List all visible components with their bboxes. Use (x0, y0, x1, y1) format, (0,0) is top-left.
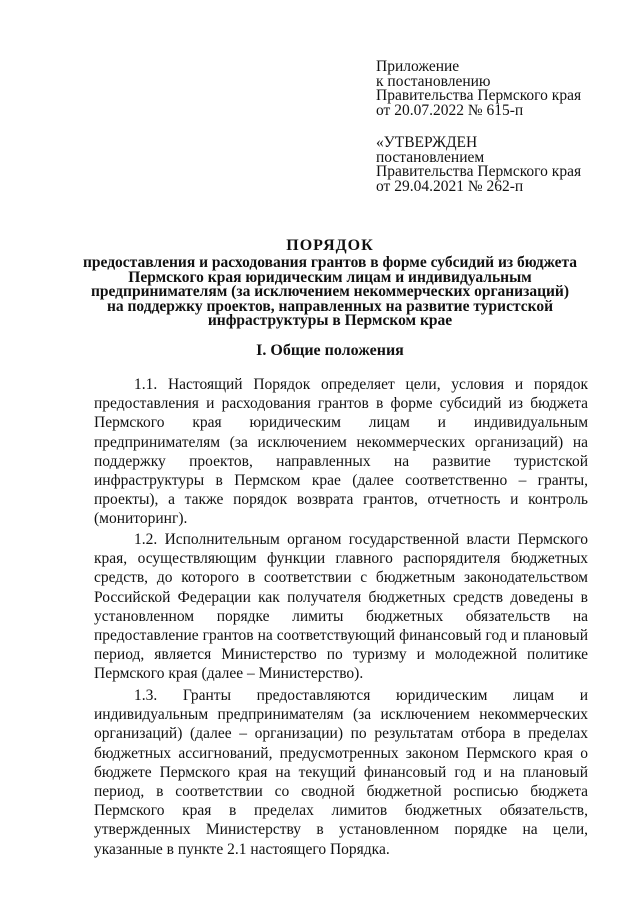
subtitle-line: Пермского края юридическим лицам и индивидуальным (128, 268, 532, 286)
paragraph-1-1: 1.1. Настоящий Порядок определяет цели, условия и порядок предоставления и расходования грантов в форме субсидий из бюджета Пермского края юридическим лицам и индивидуальным предпринимателям (за исключением некоммерческих организаций) на поддержку проектов, направленных на развитие туристской инфраструктуры в Пермском крае (далее соответственно – гранты, проекты), а также порядок возврата грантов, отчетность и контроль (мониторинг). (94, 376, 588, 528)
subtitle-line: инфраструктуры в Пермском крае (207, 312, 453, 330)
paragraph-1-2-container (94, 530, 588, 684)
paragraph-1-1-container (94, 375, 588, 529)
appendix-line: Приложение (376, 58, 460, 75)
subtitle-line: на поддержку проектов, направленных на развитие туристской (106, 297, 554, 315)
approval-line: Правительства Пермского края (376, 163, 582, 180)
document-title: ПОРЯДОК (286, 237, 374, 254)
approval-line: от 29.04.2021 № 262-п (376, 177, 524, 195)
appendix-line: к постановлению (376, 72, 491, 90)
document-subtitle (60, 256, 600, 329)
paragraph-1-3-container (94, 686, 588, 859)
appendix-block (376, 60, 626, 118)
approval-line: постановлением (376, 148, 485, 166)
paragraph-1-2: 1.2. Исполнительным органом государственной власти Пермского края, осуществляющим функции главного распорядителя бюджетных средств, до которого в соответствии с бюджетным законодательством Российской Федерации как получателя бюджетных средств доведены в установленном порядке лимиты бюджетных обязательств на предоставление грантов на соответствующий финансовый год и плановый период, является Министерство по туризму и молодежной политике Пермского края (далее – Министерство). (94, 531, 588, 683)
approval-block (376, 136, 626, 194)
section-heading: I. Общие положения (256, 342, 404, 359)
subtitle-line: предпринимателям (за исключением некоммерческих организаций) (90, 283, 570, 301)
appendix-line: Правительства Пермского края (376, 87, 582, 104)
paragraph-1-3: 1.3. Гранты предоставляются юридическим лицам и индивидуальным предпринимателям (за исключением некоммерческих организаций) (далее – организации) по результатам отбора в пределах бюджетных ассигнований, предусмотренных законом Пермского края о бюджете Пермского края на текущий финансовый год и на плановый период, в соответствии со сводной бюджетной росписью бюджета Пермского края в пределах лимитов бюджетных обязательств, утвержденных Министерству в установленном порядке на цели, указанные в пункте 2.1 настоящего Порядка. (94, 687, 588, 858)
appendix-line: от 20.07.2022 № 615-п (376, 101, 524, 119)
approval-line: «УТВЕРЖДЕН (376, 134, 478, 151)
subtitle-line: предоставления и расходования грантов в форме субсидий из бюджета (82, 254, 578, 271)
